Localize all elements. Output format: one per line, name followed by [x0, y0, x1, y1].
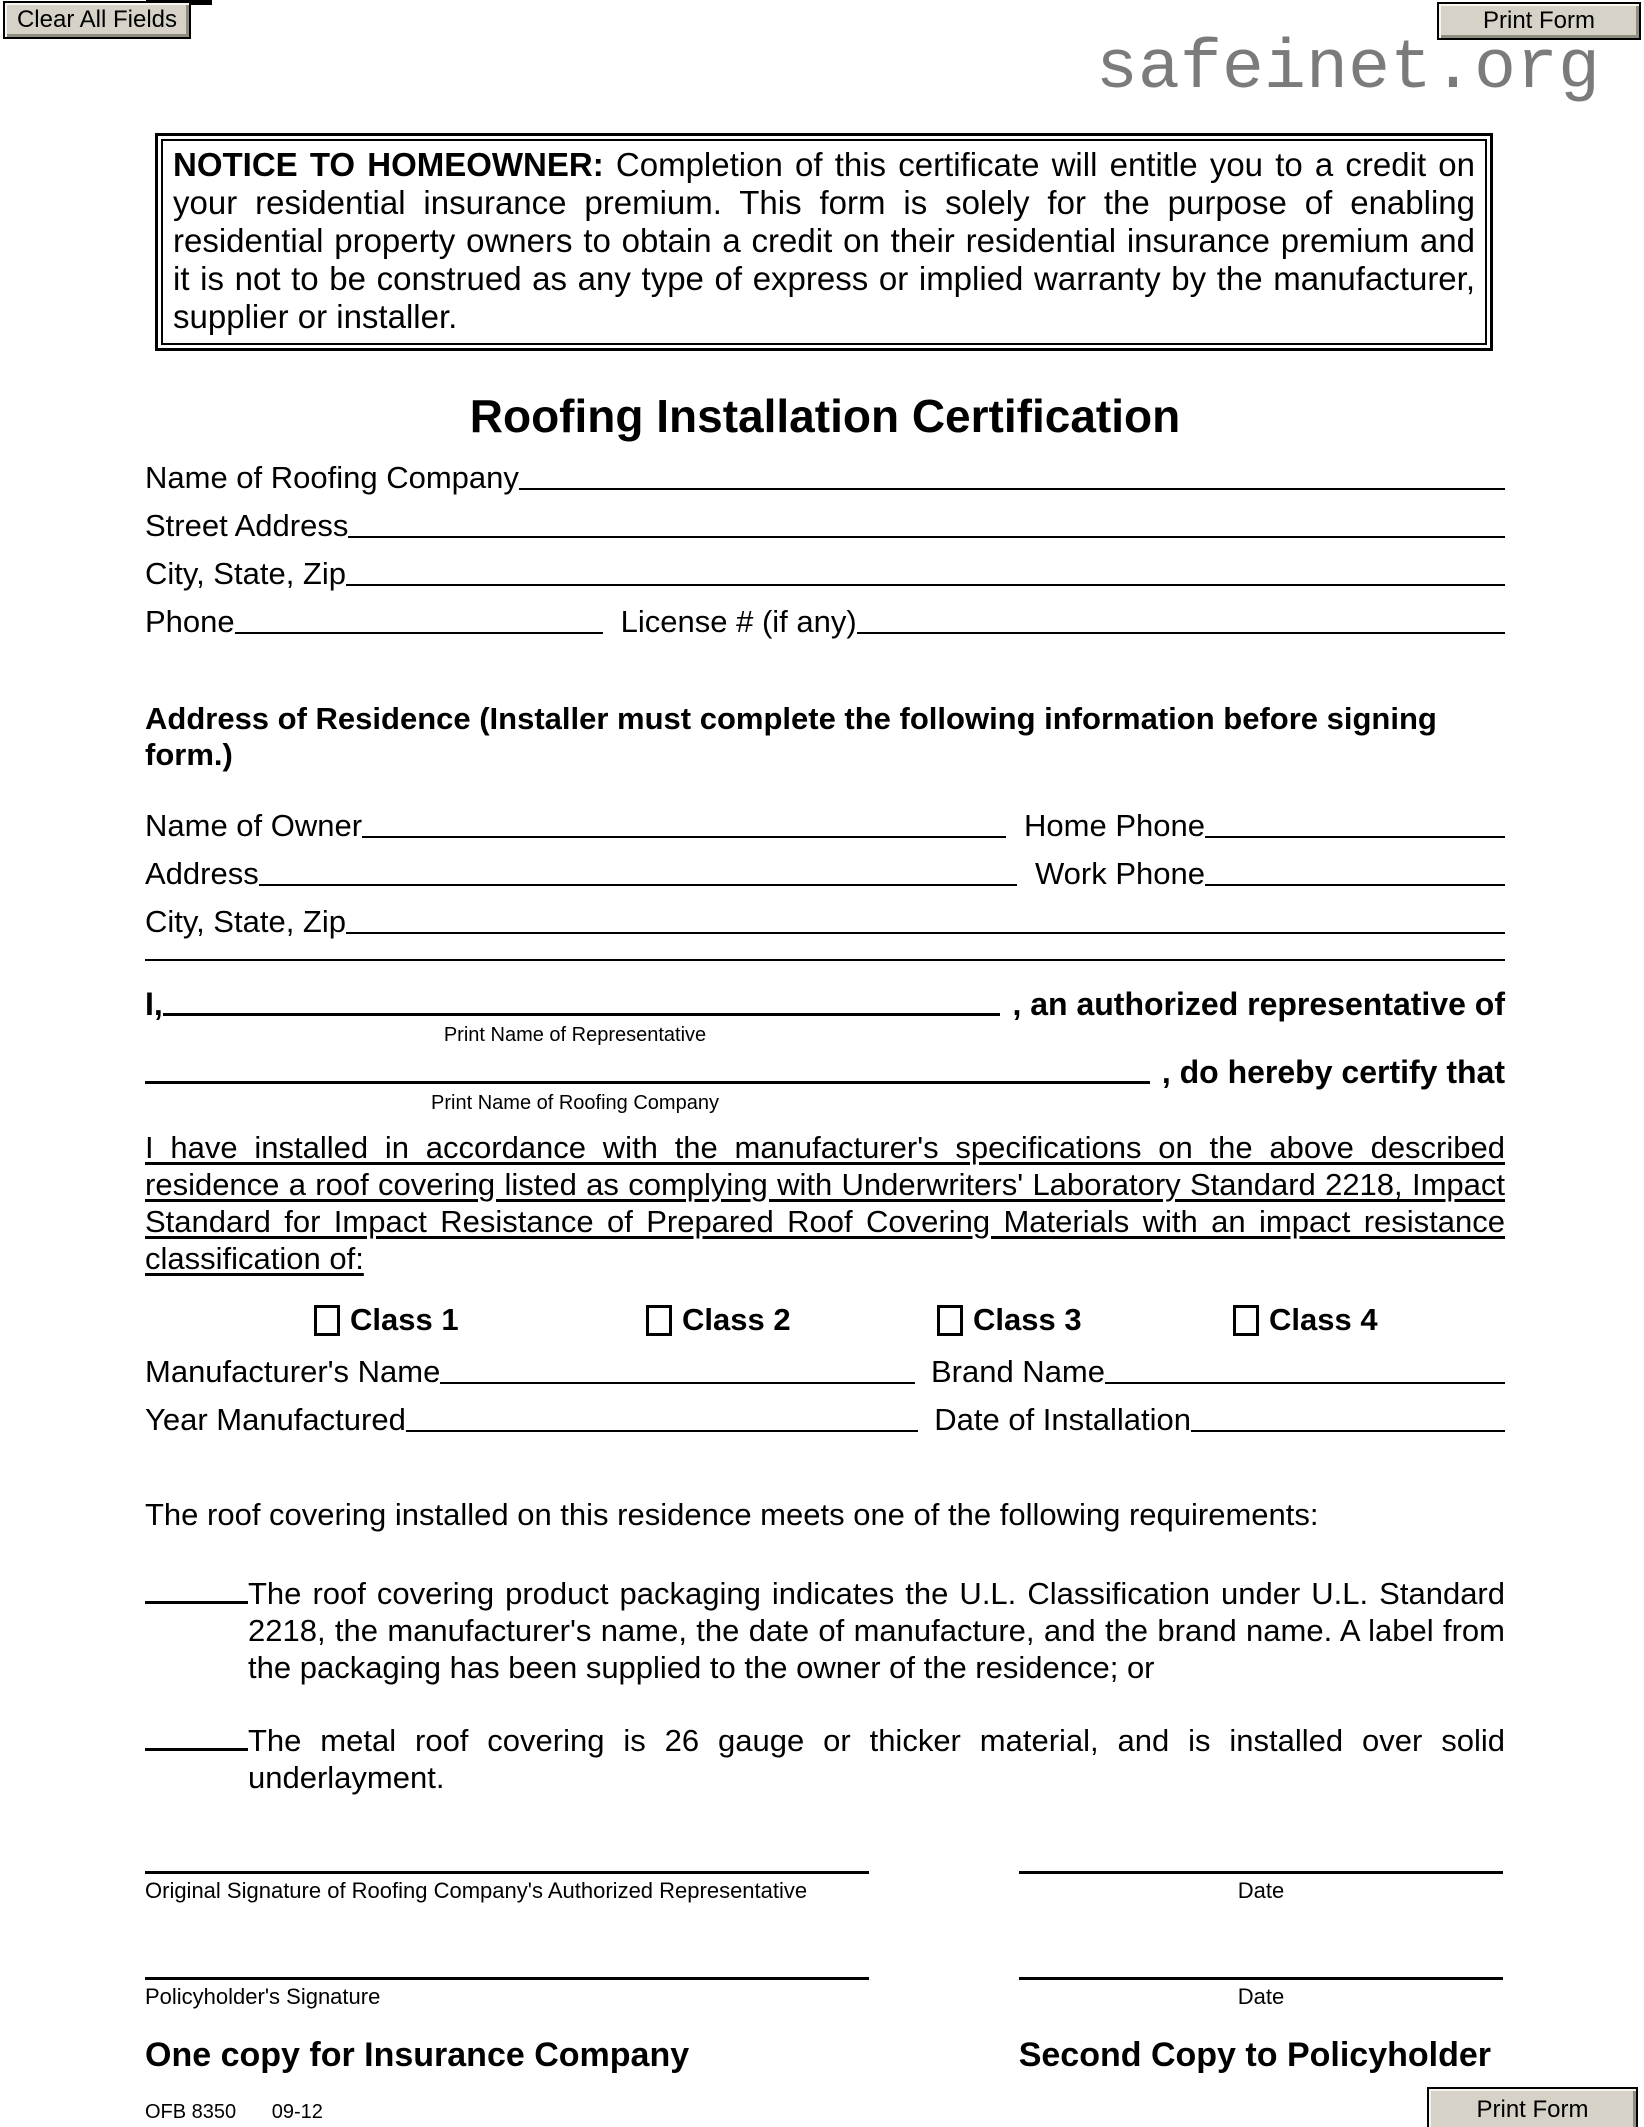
certify-company-caption: Print Name of Roofing Company — [431, 1092, 719, 1114]
owner-city-field[interactable] — [346, 931, 1505, 934]
owner-name-label: Name of Owner — [145, 808, 363, 843]
owner-address-row — [145, 843, 1505, 891]
class-1-label: Class 1 — [350, 1302, 459, 1337]
rep-signature-caption: Original Signature of Roofing Company's Authorized Representative — [145, 1878, 808, 1903]
company-city-label: City, State, Zip — [145, 556, 346, 591]
requirement-1-text: The roof covering product packaging indicates the U.L. Classification under U.L. Standard 2218, the manufacturer's name, the date of manufacture, and the brand name. A label from the packaging has been supplied to the owner of the residence; or — [248, 1576, 1505, 1685]
print-form-button-bottom[interactable]: Print Form — [1427, 2087, 1638, 2127]
class-2-checkbox[interactable] — [646, 1305, 672, 1336]
notice-label: NOTICE TO HOMEOWNER: — [173, 146, 604, 183]
notice-box — [155, 133, 1493, 351]
company-license-field[interactable] — [857, 631, 1505, 634]
owner-address-label: Address — [145, 856, 259, 891]
rep-date-caption: Date — [1237, 1878, 1285, 1903]
company-phone-label: Phone — [145, 604, 235, 639]
certify-text: , do hereby certify that — [1161, 1054, 1505, 1090]
year-manufactured-field[interactable] — [406, 1429, 918, 1432]
company-street-label: Street Address — [145, 508, 349, 543]
company-street-field[interactable] — [348, 535, 1505, 538]
extra-address-line[interactable] — [145, 959, 1505, 961]
requirement-1-check-line[interactable] — [145, 1576, 248, 1604]
class-2-option[interactable] — [646, 1303, 791, 1337]
rep-signature-row — [145, 1870, 1505, 1874]
home-phone-field[interactable] — [1205, 835, 1505, 838]
company-phone-row — [145, 591, 1505, 639]
requirement-2-text: The metal roof covering is 26 gauge or thicker material, and is installed over solid underlayment. — [248, 1723, 1505, 1795]
requirements-intro: The roof covering installed on this residence meets one of the following requirements: — [145, 1497, 1319, 1532]
print-form-button-top[interactable]: Print Form — [1437, 2, 1641, 40]
company-city-field[interactable] — [346, 583, 1505, 586]
class-3-checkbox[interactable] — [937, 1305, 963, 1336]
requirement-item-1 — [145, 1575, 1505, 1686]
class-2-label: Class 2 — [682, 1302, 791, 1337]
notice-text — [161, 139, 1487, 345]
manufacturer-field[interactable] — [440, 1381, 915, 1384]
class-3-option[interactable] — [937, 1303, 1082, 1337]
rep-signature-field[interactable] — [145, 1870, 869, 1874]
company-license-label: License # (if any) — [620, 604, 857, 639]
owner-name-field[interactable] — [362, 835, 1006, 838]
class-4-option[interactable] — [1233, 1303, 1378, 1337]
authorized-rep-text: , an authorized representative of — [1012, 986, 1505, 1022]
policyholder-signature-row — [145, 1976, 1505, 1980]
company-city-row — [145, 543, 1505, 591]
clear-all-fields-button[interactable]: Clear All Fields — [3, 1, 191, 39]
home-phone-label: Home Phone — [1024, 808, 1205, 843]
representative-name-field[interactable] — [163, 1012, 1001, 1016]
brand-name-field[interactable] — [1105, 1381, 1505, 1384]
manufacturer-label: Manufacturer's Name — [145, 1354, 441, 1389]
date-of-installation-label: Date of Installation — [934, 1402, 1191, 1437]
certify-company-field[interactable] — [145, 1080, 1150, 1084]
year-manufactured-label: Year Manufactured — [145, 1402, 406, 1437]
representative-row — [145, 987, 1505, 1021]
class-options-row — [145, 1303, 1505, 1337]
company-name-label: Name of Roofing Company — [145, 460, 519, 495]
work-phone-field[interactable] — [1205, 883, 1505, 886]
policyholder-date-caption: Date — [1237, 1984, 1285, 2009]
owner-address-field[interactable] — [259, 883, 1017, 886]
work-phone-label: Work Phone — [1034, 856, 1205, 891]
copies-row — [145, 2036, 1505, 2074]
class-1-checkbox[interactable] — [314, 1305, 340, 1336]
owner-name-row — [145, 795, 1505, 843]
rep-signature-date-field[interactable] — [1019, 1870, 1503, 1874]
rep-signature-captions — [145, 1878, 1505, 1904]
company-street-row — [145, 495, 1505, 543]
owner-city-row — [145, 891, 1505, 939]
form-revision: 09-12 — [271, 2101, 323, 2123]
year-row — [145, 1389, 1505, 1437]
class-3-label: Class 3 — [973, 1302, 1082, 1337]
requirement-item-2 — [145, 1722, 1505, 1796]
insurance-copy-note: One copy for Insurance Company — [145, 2036, 690, 2074]
company-name-field[interactable] — [519, 487, 1505, 490]
site-logo: safeinet.org — [1095, 30, 1600, 109]
policyholder-copy-note: Second Copy to Policyholder — [1018, 2036, 1491, 2074]
residence-section-header: Address of Residence (Installer must complete the following information before signing form.) — [145, 701, 1437, 772]
certify-company-row — [145, 1055, 1505, 1089]
representative-caption: Print Name of Representative — [443, 1024, 707, 1046]
policyholder-signature-field[interactable] — [145, 1976, 869, 1980]
brand-name-label: Brand Name — [930, 1354, 1105, 1389]
i-label: I, — [145, 986, 163, 1022]
form-code: OFB 8350 — [145, 2101, 237, 2123]
date-of-installation-field[interactable] — [1191, 1429, 1505, 1432]
company-name-row — [145, 447, 1505, 495]
manufacturer-row — [145, 1341, 1505, 1389]
notice-body: Completion of this certificate will entitle you to a credit on your residential insurance premium. This form is solely for the purpose of enabling residential property owners to obtain a credit on their residential insurance premium and it is not to be construed as any type of express or implied warranty by the manufacturer, supplier or installer. — [173, 146, 1476, 335]
class-4-label: Class 4 — [1269, 1302, 1378, 1337]
company-phone-field[interactable] — [235, 631, 603, 634]
certification-statement: I have installed in accordance with the manufacturer's specifications on the above described residence a roof covering listed as complying with Underwriters' Laboratory Standard 2218, Impact Standard for Impact Resistance of Prepared Roof Covering Materials with an impact resistance classification of: — [145, 1130, 1505, 1276]
form-body — [145, 0, 1505, 2124]
page-title: Roofing Installation Certification — [469, 390, 1181, 442]
class-4-checkbox[interactable] — [1233, 1305, 1259, 1336]
class-1-option[interactable] — [314, 1303, 459, 1337]
policyholder-signature-captions — [145, 1984, 1505, 2010]
owner-city-label: City, State, Zip — [145, 904, 346, 939]
requirement-2-check-line[interactable] — [145, 1723, 248, 1751]
policyholder-signature-caption: Policyholder's Signature — [145, 1984, 381, 2009]
policyholder-date-field[interactable] — [1019, 1976, 1503, 1980]
form-code-row — [145, 2100, 1505, 2124]
